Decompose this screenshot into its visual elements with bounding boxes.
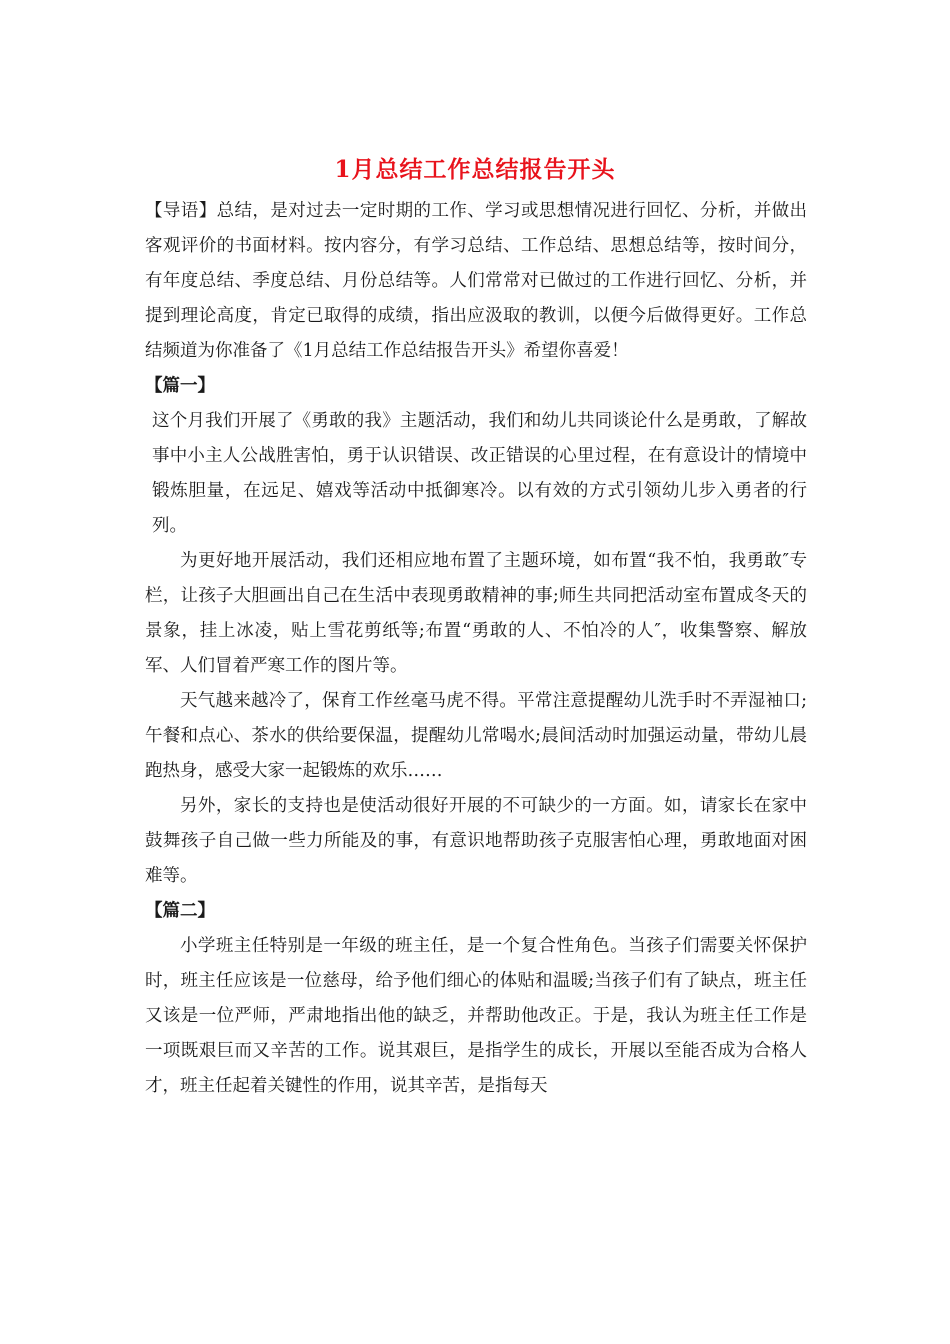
section-1-paragraph-2: 为更好地开展活动，我们还相应地布置了主题环境，如布置“我不怕，我勇敢″专栏，让孩子大胆画出自己在生活中表现勇敢精神的事;师生共同把活动室布置成冬天的景象，挂上冰凌，贴上雪花剪纸等;布置“勇敢的人、不怕冷的人″，收集警察、解放军、人们冒着严寒工作的图片等。 xyxy=(145,551,807,676)
intro-paragraph: 【导语】总结，是对过去一定时期的工作、学习或思想情况进行回忆、分析，并做出客观评价的书面材料。按内容分，有学习总结、工作总结、思想总结等，按时间分，有年度总结、季度总结、月份总结等。人们常常对已做过的工作进行回忆、分析，并提到理论高度，肯定已取得的成绩，指出应汲取的教训，以便今后做得更好。工作总结频道为你准备了《1月总结工作总结报告开头》希望你喜爱！ xyxy=(145,201,807,361)
section-heading-2: 【篇二】 xyxy=(145,901,215,921)
section-2-paragraph-1: 小学班主任特别是一年级的班主任，是一个复合性角色。当孩子们需要关怀保护时，班主任应该是一位慈母，给予他们细心的体贴和温暖;当孩子们有了缺点，班主任又该是一位严师，严肃地指出他的缺乏，并帮助他改正。于是，我认为班主任工作是一项既艰巨而又辛苦的工作。说其艰巨，是指学生的成长，开展以至能否成为合格人才，班主任起着关键性的作用，说其辛苦，是指每天 xyxy=(145,936,807,1096)
section-heading-1: 【篇一】 xyxy=(145,376,215,396)
document-title: 1月总结工作总结报告开头 xyxy=(334,156,616,183)
section-1-paragraph-1: 这个月我们开展了《勇敢的我》主题活动，我们和幼儿共同谈论什么是勇敢，了解故事中小主人公战胜害怕，勇于认识错误、改正错误的心里过程，在有意设计的情境中锻炼胆量，在远足、嬉戏等活动中抵御寒冷。以有效的方式引领幼儿步入勇者的行列。 xyxy=(152,411,807,536)
section-1-paragraph-4: 另外，家长的支持也是使活动很好开展的不可缺少的一方面。如，请家长在家中鼓舞孩子自己做一些力所能及的事，有意识地帮助孩子克服害怕心理，勇敢地面对困难等。 xyxy=(145,796,807,886)
document-body xyxy=(145,194,807,1104)
section-1-paragraph-3: 天气越来越冷了，保育工作丝毫马虎不得。平常注意提醒幼儿洗手时不弄湿袖口;午餐和点心、茶水的供给要保温，提醒幼儿常喝水;晨间活动时加强运动量，带幼儿晨跑热身，感受大家一起锻炼的欢乐…… xyxy=(145,691,807,781)
